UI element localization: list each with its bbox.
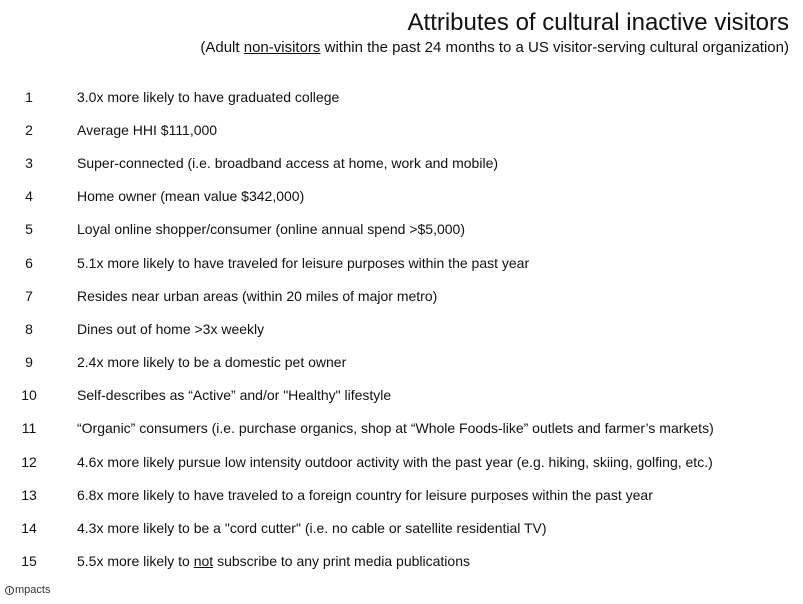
item-text: 2.4x more likely to be a domestic pet owner (77, 354, 347, 371)
list-item (0, 445, 803, 478)
item-number: 6 (25, 254, 33, 271)
item-number: 14 (21, 520, 37, 537)
item-number: 10 (21, 387, 37, 404)
list-item (0, 113, 803, 146)
item-text (77, 553, 470, 569)
list-item (0, 279, 803, 312)
list-item (0, 346, 803, 379)
item-text: Home owner (mean value $342,000) (77, 188, 305, 205)
item-number: 15 (21, 553, 37, 570)
item-number: 13 (21, 486, 37, 503)
list-item (0, 312, 803, 345)
item-text: 4.6x more likely pursue low intensity outdoor activity with the past year (e.g. hiking, skiing, golfing, etc.) (77, 453, 713, 470)
item-text: 4.3x more likely to be a "cord cutter" (i.e. no cable or satellite residential TV) (77, 520, 547, 537)
item-number: 2 (25, 121, 33, 138)
item-text-suffix: subscribe to any print media publications (213, 553, 470, 570)
impacts-logo-icon (5, 586, 14, 595)
page-title: Attributes of cultural inactive visitors (407, 9, 789, 36)
item-text: “Organic” consumers (i.e. purchase organics, shop at “Whole Foods-like” outlets and farmer’s markets) (77, 420, 714, 437)
list-item (0, 80, 803, 113)
logo-text: mpacts (15, 584, 51, 596)
item-text: Dines out of home >3x weekly (77, 320, 265, 337)
list-item (0, 180, 803, 213)
list-item (0, 511, 803, 544)
item-text: 3.0x more likely to have graduated college (77, 88, 340, 105)
list-item (0, 545, 803, 578)
item-number: 3 (25, 154, 33, 171)
list-item (0, 412, 803, 445)
item-text: Loyal online shopper/consumer (online annual spend >$5,000) (77, 221, 465, 238)
item-text: Average HHI $111,000 (77, 121, 218, 138)
page-subtitle (200, 38, 789, 58)
item-text: 6.8x more likely to have traveled to a foreign country for leisure purposes within the past year (77, 486, 653, 503)
subtitle-suffix: within the past 24 months to a US visitor-serving cultural organization) (320, 39, 789, 56)
item-number: 9 (25, 354, 33, 371)
item-number: 12 (21, 453, 37, 470)
impacts-logo (5, 584, 50, 596)
list-item (0, 379, 803, 412)
item-text: Resides near urban areas (within 20 miles of major metro) (77, 287, 438, 304)
item-number: 11 (21, 420, 37, 437)
item-text: Super-connected (i.e. broadband access at home, work and mobile) (77, 154, 499, 171)
attributes-list (0, 80, 803, 578)
item-text: 5.1x more likely to have traveled for leisure purposes within the past year (77, 254, 530, 271)
list-item (0, 213, 803, 246)
item-text-prefix: 5.5x more likely to (77, 553, 194, 570)
list-item (0, 146, 803, 179)
item-number: 5 (25, 221, 33, 238)
item-text-underlined: not (193, 553, 214, 570)
subtitle-underlined: non-visitors (243, 39, 321, 56)
item-number: 7 (25, 287, 33, 304)
item-number: 4 (25, 188, 33, 205)
list-item (0, 246, 803, 279)
item-text: Self-describes as “Active” and/or "Healthy" lifestyle (77, 387, 392, 404)
list-item (0, 478, 803, 511)
item-number: 8 (25, 320, 33, 337)
subtitle-prefix: (Adult (200, 39, 244, 56)
item-number: 1 (25, 88, 33, 105)
